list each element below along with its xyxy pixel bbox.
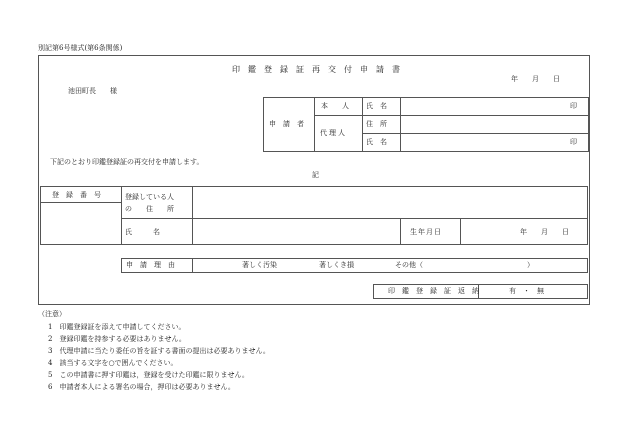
form-title: 印 鑑 登 録 証 再 交 付 申 請 書: [232, 65, 400, 74]
note-item: 4 該当する文字を○で囲んでください。: [48, 359, 178, 367]
reason-close-paren: ）: [527, 261, 534, 269]
proxy-label: 代理人: [320, 129, 347, 137]
note-item: 6 申請者本人による署名の場合，押印は必要ありません。: [48, 383, 235, 391]
registered-person-label: 登録している人: [125, 193, 174, 201]
reason-option-soiled[interactable]: 著しく汚染: [242, 261, 277, 269]
note-item: 5 この申請書に押す印鑑は，登録を受けた印鑑に限りません。: [48, 371, 249, 379]
self-label: 本 人: [321, 102, 349, 110]
reason-option-damaged[interactable]: 著しくき損: [319, 261, 354, 269]
notes-heading: （注意）: [38, 310, 66, 318]
return-label: 印 鑑 登 録 証 返 納: [388, 287, 479, 295]
applicant-label: 申 請 者: [269, 120, 304, 128]
addressee: 池田町長 様: [68, 87, 117, 95]
birth-date-value[interactable]: 年 月 日: [520, 228, 569, 236]
reason-label: 申 請 理 由: [126, 261, 175, 269]
application-date[interactable]: 年 月 日: [511, 75, 560, 83]
note-item: 2 登録印鑑を持参する必要はありません。: [48, 335, 186, 343]
proxy-name-label: 氏 名: [366, 138, 387, 146]
name-label: 氏 名: [125, 228, 160, 236]
statement: 下記のとおり印鑑登録証の再交付を申請します。: [50, 158, 204, 166]
registration-number-label: 登 録 番 号: [52, 191, 101, 199]
proxy-seal-mark: 印: [570, 138, 577, 146]
applicant-table: [263, 97, 589, 152]
registered-address-label: の 住 所: [125, 205, 174, 213]
proxy-address-label: 住 所: [366, 120, 387, 128]
reason-option-other[interactable]: その他（: [395, 261, 423, 269]
note-item: 1 印鑑登録証を添えて申請してください。: [48, 323, 186, 331]
details-table: [40, 186, 588, 245]
note-item: 3 代理申請に当たり委任の旨を証する書面の提出は必要ありません。: [48, 347, 270, 355]
self-name-label: 氏 名: [366, 102, 387, 110]
form-code: 別記第6号様式(第6条関係): [38, 44, 123, 52]
return-value[interactable]: 有 ・ 無: [509, 287, 544, 295]
ki-heading: 記: [312, 171, 319, 179]
self-seal-mark: 印: [570, 102, 577, 110]
birth-date-label: 生年月日: [410, 228, 442, 236]
